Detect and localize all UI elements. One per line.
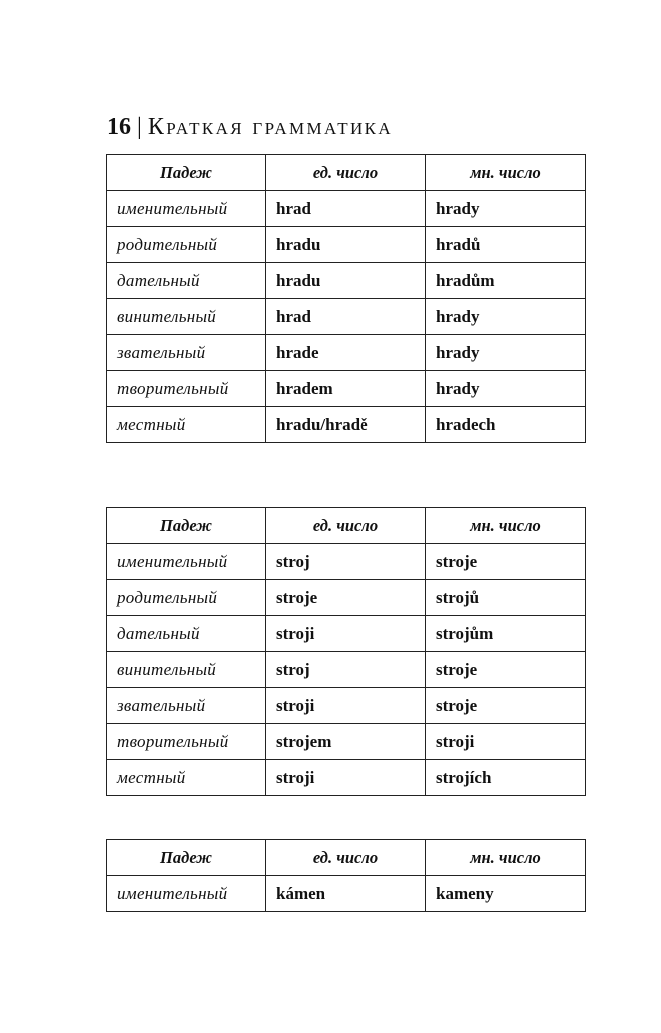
singular-form: hrad — [266, 191, 426, 227]
table-row — [107, 227, 586, 263]
plural-form: hradům — [426, 263, 586, 299]
singular-form: stroji — [266, 688, 426, 724]
case-name: местный — [107, 760, 266, 796]
case-name: местный — [107, 407, 266, 443]
singular-form: stroj — [266, 544, 426, 580]
case-name: родительный — [107, 580, 266, 616]
plural-form: kameny — [426, 876, 586, 912]
plural-form: strojů — [426, 580, 586, 616]
case-name: винительный — [107, 652, 266, 688]
singular-form: hrad — [266, 299, 426, 335]
table-row — [107, 876, 586, 912]
plural-form: hrady — [426, 191, 586, 227]
running-head — [107, 112, 393, 142]
case-name: родительный — [107, 227, 266, 263]
case-name: творительный — [107, 724, 266, 760]
column-header-singular: ед. число — [266, 840, 426, 876]
table-header-row — [107, 840, 586, 876]
column-header-plural: мн. число — [426, 155, 586, 191]
table-row — [107, 371, 586, 407]
singular-form: stroje — [266, 580, 426, 616]
case-name: именительный — [107, 544, 266, 580]
plural-form: strojích — [426, 760, 586, 796]
plural-form: stroje — [426, 688, 586, 724]
singular-form: stroj — [266, 652, 426, 688]
singular-form: stroji — [266, 616, 426, 652]
table-row — [107, 191, 586, 227]
singular-form: hrade — [266, 335, 426, 371]
column-header-case: Падеж — [107, 508, 266, 544]
column-header-plural: мн. число — [426, 508, 586, 544]
singular-form: hradem — [266, 371, 426, 407]
case-name: дательный — [107, 616, 266, 652]
plural-form: hradů — [426, 227, 586, 263]
table-row — [107, 760, 586, 796]
case-name: именительный — [107, 191, 266, 227]
table-row — [107, 724, 586, 760]
table-row — [107, 407, 586, 443]
declension-table-kamen — [106, 839, 586, 912]
plural-form: stroje — [426, 544, 586, 580]
case-name: винительный — [107, 299, 266, 335]
case-name: именительный — [107, 876, 266, 912]
page-number: 16 — [107, 114, 131, 140]
singular-form: kámen — [266, 876, 426, 912]
column-header-singular: ед. число — [266, 155, 426, 191]
singular-form: strojem — [266, 724, 426, 760]
table-row — [107, 652, 586, 688]
declension-table-stroj — [106, 507, 586, 796]
case-name: дательный — [107, 263, 266, 299]
declension-table-hrad — [106, 154, 586, 443]
plural-form: stroji — [426, 724, 586, 760]
table-header-row — [107, 508, 586, 544]
plural-form: hradech — [426, 407, 586, 443]
table-row — [107, 616, 586, 652]
column-header-case: Падеж — [107, 155, 266, 191]
plural-form: hrady — [426, 371, 586, 407]
case-name: звательный — [107, 688, 266, 724]
table-row — [107, 335, 586, 371]
table-row — [107, 580, 586, 616]
table-row — [107, 263, 586, 299]
table-header-row — [107, 155, 586, 191]
chapter-title: Краткая грамматика — [147, 114, 394, 140]
header-separator: | — [137, 114, 142, 140]
column-header-case: Падеж — [107, 840, 266, 876]
plural-form: stroje — [426, 652, 586, 688]
table-row — [107, 688, 586, 724]
column-header-singular: ед. число — [266, 508, 426, 544]
singular-form: hradu/hradě — [266, 407, 426, 443]
plural-form: strojům — [426, 616, 586, 652]
table-row — [107, 299, 586, 335]
singular-form: stroji — [266, 760, 426, 796]
plural-form: hrady — [426, 299, 586, 335]
singular-form: hradu — [266, 263, 426, 299]
plural-form: hrady — [426, 335, 586, 371]
column-header-plural: мн. число — [426, 840, 586, 876]
table-row — [107, 544, 586, 580]
case-name: звательный — [107, 335, 266, 371]
singular-form: hradu — [266, 227, 426, 263]
case-name: творительный — [107, 371, 266, 407]
